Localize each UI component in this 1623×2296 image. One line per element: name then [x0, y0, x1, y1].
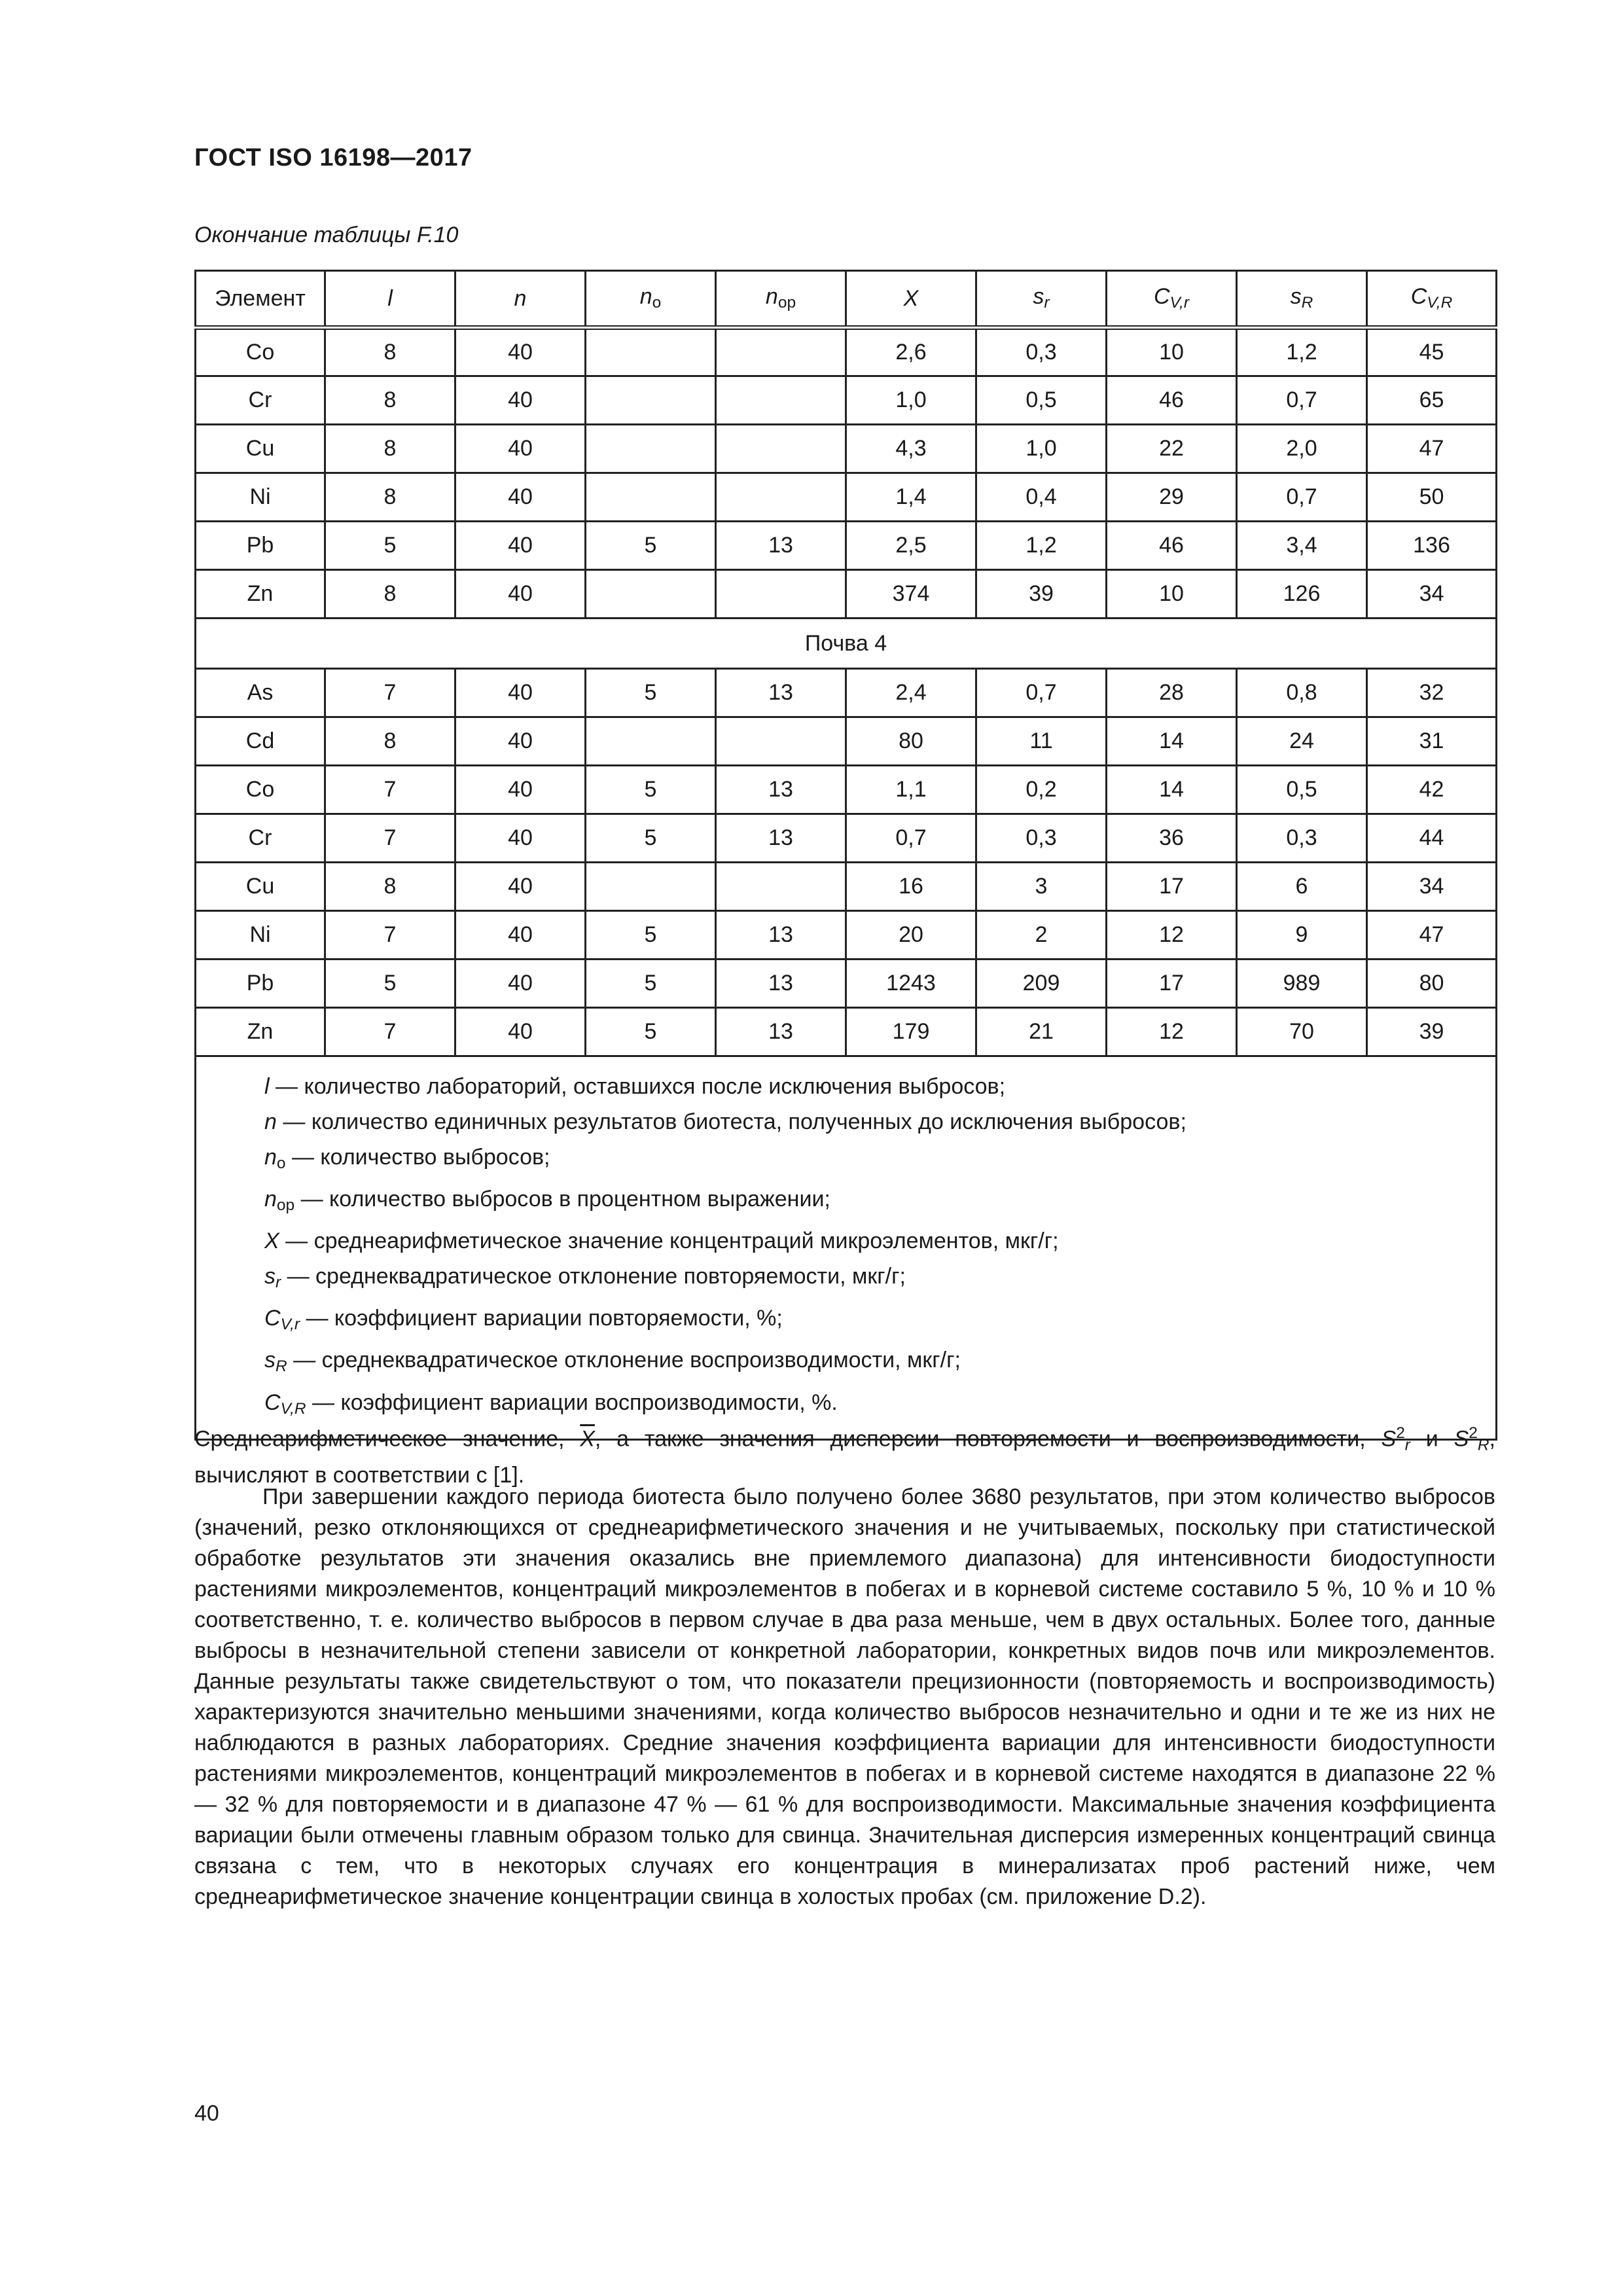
col-header-sR-base: s [1290, 284, 1302, 310]
table-section-row [196, 619, 1497, 669]
table-row [196, 522, 1497, 570]
cell-nop [716, 328, 846, 376]
cell-l: 7 [325, 911, 455, 960]
cell-n: 40 [455, 911, 586, 960]
cell-no [586, 717, 716, 766]
note-nop [264, 1181, 1495, 1223]
note-no-subscript: о [276, 1155, 286, 1173]
cell-element: Ni [196, 473, 325, 522]
cell-sr: 0,4 [976, 473, 1107, 522]
note-l [264, 1069, 1495, 1104]
cell-sR: 0,3 [1237, 814, 1367, 863]
note-cvr [264, 1300, 1495, 1342]
cell-nop: 13 [716, 766, 846, 814]
cell-n: 40 [455, 522, 586, 570]
cell-cvr: 14 [1107, 717, 1237, 766]
col-header-element: Элемент [196, 271, 325, 328]
table-row [196, 863, 1497, 911]
cell-sr: 2 [976, 911, 1107, 960]
cell-l: 8 [325, 570, 455, 619]
cell-x: 1243 [846, 960, 976, 1008]
paragraph-formula [194, 1418, 1495, 1491]
col-header-nop-sub: ор [777, 294, 796, 312]
cell-nop: 13 [716, 522, 846, 570]
cell-n: 40 [455, 570, 586, 619]
p1-xbar: $\overline{X}$ [580, 1426, 595, 1452]
cell-l: 7 [325, 766, 455, 814]
table-header-row [196, 271, 1497, 328]
cell-cvR: 44 [1367, 814, 1497, 863]
cell-x: 80 [846, 717, 976, 766]
cell-element: Co [196, 328, 325, 376]
note-sR-subscript: R [276, 1357, 287, 1376]
col-header-n: n [455, 271, 586, 328]
cell-nop: 13 [716, 669, 846, 717]
cell-x: 179 [846, 1008, 976, 1056]
cell-n: 40 [455, 376, 586, 425]
cell-cvR: 47 [1367, 911, 1497, 960]
table-row [196, 960, 1497, 1008]
cell-l: 7 [325, 669, 455, 717]
p1-sr-symbol: S [1381, 1426, 1397, 1452]
cell-n: 40 [455, 328, 586, 376]
table-row [196, 1008, 1497, 1056]
cell-sR: 0,8 [1237, 669, 1367, 717]
table-body [196, 328, 1497, 1440]
cell-sr: 39 [976, 570, 1107, 619]
section-label: Почва 4 [196, 619, 1497, 669]
cell-l: 8 [325, 328, 455, 376]
cell-no: 5 [586, 960, 716, 1008]
cell-n: 40 [455, 473, 586, 522]
cell-cvr: 46 [1107, 522, 1237, 570]
col-header-cvr-sub: V,r [1169, 294, 1189, 312]
page-number: 40 [194, 2101, 219, 2126]
note-n-text: — количество единичных результатов биотеста, полученных до исключения выбросов; [276, 1109, 1186, 1134]
cell-n: 40 [455, 863, 586, 911]
cell-nop: 13 [716, 960, 846, 1008]
table-row [196, 328, 1497, 376]
cell-sR: 2,0 [1237, 425, 1367, 473]
note-cvR-subscript: V,R [280, 1399, 306, 1418]
cell-element: Cu [196, 863, 325, 911]
cell-x: 374 [846, 570, 976, 619]
cell-l: 8 [325, 473, 455, 522]
cell-l: 5 [325, 522, 455, 570]
note-cvr-text: — коэффициент вариации повторяемости, %; [300, 1306, 783, 1331]
p1-sr-sub: r [1404, 1436, 1410, 1454]
cell-sR: 24 [1237, 717, 1367, 766]
note-cvR-symbol: C [264, 1390, 281, 1415]
cell-l: 7 [325, 1008, 455, 1056]
note-sr-subscript: r [276, 1274, 281, 1292]
cell-nop [716, 863, 846, 911]
cell-no: 5 [586, 766, 716, 814]
col-header-nop-base: n [765, 284, 778, 310]
note-sR-text: — среднеквадратическое отклонение воспроизводимости, мкг/г; [287, 1348, 961, 1373]
cell-x: 2,6 [846, 328, 976, 376]
cell-element: Cr [196, 814, 325, 863]
cell-x: 2,4 [846, 669, 976, 717]
table-row [196, 814, 1497, 863]
cell-sR: 70 [1237, 1008, 1367, 1056]
cell-element: Zn [196, 1008, 325, 1056]
cell-sR: 0,5 [1237, 766, 1367, 814]
cell-l: 7 [325, 814, 455, 863]
cell-nop [716, 425, 846, 473]
p1-text-a: Среднеарифметическое значение, [194, 1426, 580, 1452]
cell-cvR: 32 [1367, 669, 1497, 717]
cell-cvR: 136 [1367, 522, 1497, 570]
note-sr-symbol: s [264, 1264, 276, 1289]
cell-no [586, 376, 716, 425]
cell-cvr: 17 [1107, 960, 1237, 1008]
cell-x: 1,0 [846, 376, 976, 425]
col-header-sR-sub: R [1301, 294, 1313, 312]
cell-x: 0,7 [846, 814, 976, 863]
p1-text-b: , а также значения дисперсии повторяемости и воспроизводимости, [594, 1426, 1382, 1452]
cell-cvR: 34 [1367, 570, 1497, 619]
col-header-x: X [846, 271, 976, 328]
note-x-text: — среднеарифметическое значение концентраций микроэлементов, мкг/г; [279, 1229, 1059, 1254]
cell-sR: 126 [1237, 570, 1367, 619]
note-no-text: — количество выбросов; [285, 1145, 550, 1170]
p1-sr-sup: 2 [1396, 1424, 1405, 1442]
col-header-l: l [325, 271, 455, 328]
cell-nop [716, 473, 846, 522]
cell-x: 16 [846, 863, 976, 911]
table-row [196, 766, 1497, 814]
table-notes [196, 1056, 1497, 1440]
note-n [264, 1104, 1495, 1139]
cell-cvr: 22 [1107, 425, 1237, 473]
cell-l: 8 [325, 717, 455, 766]
cell-no: 5 [586, 814, 716, 863]
table-row [196, 717, 1497, 766]
note-nop-text: — количество выбросов в процентном выражении; [294, 1187, 830, 1212]
cell-sr: 0,3 [976, 328, 1107, 376]
note-sr [264, 1259, 1495, 1300]
cell-cvR: 45 [1367, 328, 1497, 376]
cell-no: 5 [586, 911, 716, 960]
cell-x: 1,4 [846, 473, 976, 522]
note-sr-text: — среднеквадратическое отклонение повторяемости, мкг/г; [281, 1264, 906, 1289]
p1-sR-sub: R [1477, 1436, 1489, 1454]
table-notes-row [196, 1056, 1497, 1440]
note-cvr-symbol: C [264, 1306, 281, 1331]
cell-x: 1,1 [846, 766, 976, 814]
table-row [196, 911, 1497, 960]
table-row [196, 376, 1497, 425]
p1-and: и [1410, 1426, 1454, 1452]
cell-l: 8 [325, 425, 455, 473]
cell-nop [716, 376, 846, 425]
col-header-sr-sub: r [1044, 294, 1050, 312]
cell-element: Cr [196, 376, 325, 425]
cell-cvr: 28 [1107, 669, 1237, 717]
cell-element: Ni [196, 911, 325, 960]
cell-sR: 0,7 [1237, 473, 1367, 522]
cell-no [586, 473, 716, 522]
cell-n: 40 [455, 1008, 586, 1056]
cell-sR: 9 [1237, 911, 1367, 960]
note-n-symbol: n [264, 1109, 277, 1134]
col-header-nop [716, 271, 846, 328]
cell-cvr: 10 [1107, 570, 1237, 619]
cell-l: 8 [325, 863, 455, 911]
cell-cvr: 17 [1107, 863, 1237, 911]
cell-no [586, 328, 716, 376]
cell-n: 40 [455, 669, 586, 717]
cell-cvR: 65 [1367, 376, 1497, 425]
cell-sR: 6 [1237, 863, 1367, 911]
cell-sr: 1,0 [976, 425, 1107, 473]
col-header-no-base: n [639, 284, 652, 310]
cell-l: 5 [325, 960, 455, 1008]
cell-cvR: 42 [1367, 766, 1497, 814]
cell-no [586, 570, 716, 619]
cell-no [586, 425, 716, 473]
cell-element: Co [196, 766, 325, 814]
cell-cvr: 12 [1107, 911, 1237, 960]
cell-sR: 3,4 [1237, 522, 1367, 570]
cell-cvR: 47 [1367, 425, 1497, 473]
table-row [196, 473, 1497, 522]
cell-sr: 1,2 [976, 522, 1107, 570]
data-table [194, 270, 1497, 1441]
col-header-sr-base: s [1033, 284, 1044, 310]
cell-sr: 0,3 [976, 814, 1107, 863]
cell-no: 5 [586, 522, 716, 570]
cell-cvr: 12 [1107, 1008, 1237, 1056]
cell-n: 40 [455, 766, 586, 814]
cell-sr: 3 [976, 863, 1107, 911]
cell-cvR: 80 [1367, 960, 1497, 1008]
p1-sR-symbol: S [1454, 1426, 1469, 1452]
cell-n: 40 [455, 425, 586, 473]
table-container [194, 270, 1495, 1441]
cell-cvr: 36 [1107, 814, 1237, 863]
cell-nop [716, 570, 846, 619]
document-header: ГОСТ ISO 16198—2017 [194, 144, 473, 171]
cell-sr: 0,2 [976, 766, 1107, 814]
cell-sr: 0,5 [976, 376, 1107, 425]
col-header-cvR-sub: V,R [1427, 294, 1453, 312]
cell-cvr: 46 [1107, 376, 1237, 425]
cell-cvR: 31 [1367, 717, 1497, 766]
table-caption: Окончание таблицы F.10 [194, 223, 459, 247]
col-header-cvr-base: C [1153, 284, 1170, 310]
col-header-sr [976, 271, 1107, 328]
cell-n: 40 [455, 960, 586, 1008]
cell-l: 8 [325, 376, 455, 425]
paragraph-results: При завершении каждого периода биотеста было получено более 3680 результатов, при этом количество выбросов (значений, резко отклоняющихся от среднеарифметического значения и не учитываемых, поскольку при статистической обработке результатов эти значения оказались вне приемлемого диапазона) для интенсивности биодоступности растениями микроэлементов, концентраций микроэлементов в побегах и в корневой системе составило 5 %, 10 % и 10 % соответственно, т. е. количество выбросов в первом случае в два раза меньше, чем в двух остальных. Более того, данные выбросы в незначительной степени зависели от конкретной лаборатории, конкретных видов почв или микроэлементов. Данные результаты также свидетельствуют о том, что показатели прецизионности (повторяемость и воспроизводимость) характеризуются значительно меньшими значениями, когда количество выбросов незначительно и одни и те же из них не наблюдаются в разных лабораториях. Средние значения коэффициента вариации для интенсивности биодоступности растениями микроэлементов, концентраций микроэлементов в побегах и в корневой системе находятся в диапазоне 22 % — 32 % для повторяемости и в диапазоне 47 % — 61 % для воспроизводимости. Максимальные значения коэффициента вариации были отмечены главным образом только для свинца. Значительная дисперсия измеренных концентраций свинца связана с тем, что в некоторых случаях его концентрация в минерализатах проб растений ниже, чем среднеарифметическое значение концентрации свинца в холостых пробах (см. приложение D.2). [194, 1484, 1495, 1909]
cell-sr: 0,7 [976, 669, 1107, 717]
cell-sR: 1,2 [1237, 328, 1367, 376]
cell-n: 40 [455, 814, 586, 863]
note-sR-symbol: s [264, 1348, 276, 1373]
col-header-no-sub: о [652, 294, 662, 312]
cell-element: Pb [196, 960, 325, 1008]
cell-sR: 989 [1237, 960, 1367, 1008]
note-no-symbol: n [264, 1145, 277, 1170]
cell-element: Zn [196, 570, 325, 619]
p1-text-c: , вычисляют в соответствии с [1]. [194, 1426, 1495, 1488]
note-nop-subscript: ор [276, 1196, 295, 1215]
note-x-symbol: X [264, 1229, 279, 1254]
cell-x: 4,3 [846, 425, 976, 473]
cell-no: 5 [586, 669, 716, 717]
cell-cvR: 34 [1367, 863, 1497, 911]
cell-sr: 209 [976, 960, 1107, 1008]
cell-cvR: 50 [1367, 473, 1497, 522]
cell-cvr: 10 [1107, 328, 1237, 376]
note-l-symbol: l [264, 1074, 270, 1099]
cell-x: 20 [846, 911, 976, 960]
col-header-sR [1237, 271, 1367, 328]
note-sR [264, 1342, 1495, 1384]
cell-element: As [196, 669, 325, 717]
cell-element: Cd [196, 717, 325, 766]
col-header-cvR [1367, 271, 1497, 328]
note-l-text: — количество лабораторий, оставшихся после исключения выбросов; [269, 1074, 1006, 1099]
cell-sr: 11 [976, 717, 1107, 766]
note-x [264, 1223, 1495, 1259]
table-row [196, 425, 1497, 473]
col-header-cvR-base: C [1410, 284, 1427, 310]
note-nop-symbol: n [264, 1187, 277, 1212]
cell-nop: 13 [716, 814, 846, 863]
cell-nop: 13 [716, 1008, 846, 1056]
cell-cvr: 14 [1107, 766, 1237, 814]
cell-cvR: 39 [1367, 1008, 1497, 1056]
cell-sr: 21 [976, 1008, 1107, 1056]
table-row [196, 570, 1497, 619]
cell-no: 5 [586, 1008, 716, 1056]
cell-x: 2,5 [846, 522, 976, 570]
cell-no [586, 863, 716, 911]
cell-nop: 13 [716, 911, 846, 960]
cell-sR: 0,7 [1237, 376, 1367, 425]
cell-cvr: 29 [1107, 473, 1237, 522]
table-row [196, 669, 1497, 717]
cell-element: Pb [196, 522, 325, 570]
col-header-cvr [1107, 271, 1237, 328]
p1-sR-sup: 2 [1469, 1424, 1478, 1442]
note-no [264, 1139, 1495, 1181]
note-cvR-text: — коэффициент вариации воспроизводимости, %. [306, 1390, 838, 1415]
cell-n: 40 [455, 717, 586, 766]
note-cvr-subscript: V,r [280, 1316, 300, 1334]
col-header-no [586, 271, 716, 328]
cell-element: Cu [196, 425, 325, 473]
cell-nop [716, 717, 846, 766]
